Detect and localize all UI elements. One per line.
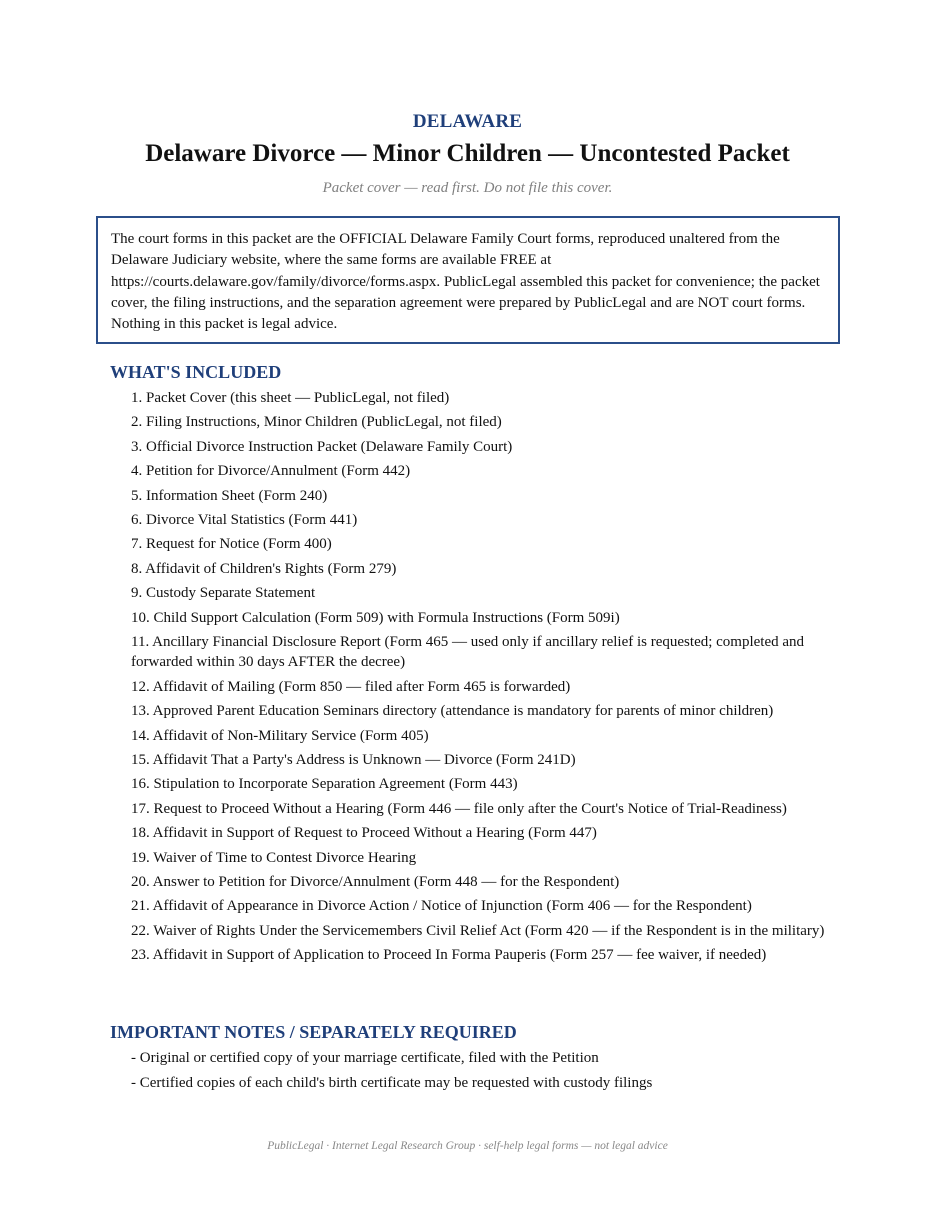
included-item: 17. Request to Proceed Without a Hearing (Form 446 — file only after the Court's Notice of Trial-Readiness): [131, 800, 787, 817]
included-item: 4. Petition for Divorce/Annulment (Form 442): [131, 463, 411, 480]
included-item: 5. Information Sheet (Form 240): [131, 487, 328, 504]
included-item: 20. Answer to Petition for Divorce/Annulment (Form 448 — for the Respondent): [131, 873, 620, 890]
included-items-list: [131, 388, 831, 969]
official-forms-notice: The court forms in this packet are the OFFICIAL Delaware Family Court forms, reproduced unaltered from the Delaware Judiciary website, where the same forms are available FREE at https://courts.delaware.gov/family/divorce/forms.aspx. PublicLegal assembled this packet for convenience; the packet cover, the filing instructions, and the separation agreement were prepared by PublicLegal and are NOT court forms. Nothing in this packet is legal advice.: [96, 216, 840, 344]
page-footer: PublicLegal · Internet Legal Research Group · self-help legal forms — not legal advice: [267, 1140, 668, 1152]
included-item: 14. Affidavit of Non-Military Service (Form 405): [131, 727, 429, 744]
important-notes-list: [131, 1048, 831, 1097]
note-item: - Original or certified copy of your marriage certificate, filed with the Petition: [131, 1050, 599, 1066]
included-item: 2. Filing Instructions, Minor Children (PublicLegal, not filed): [131, 414, 502, 431]
included-item: 19. Waiver of Time to Contest Divorce Hearing: [131, 849, 417, 866]
included-item: 21. Affidavit of Appearance in Divorce Action / Notice of Injunction (Form 406 — for the Respondent): [131, 898, 752, 915]
page-subtitle: Packet cover — read first. Do not file this cover.: [322, 180, 613, 196]
included-item: 23. Affidavit in Support of Application to Proceed In Forma Pauperis (Form 257 — fee waiver, if needed): [131, 947, 767, 964]
included-item: 13. Approved Parent Education Seminars directory (attendance is mandatory for parents of minor children): [131, 703, 774, 720]
included-item: 1. Packet Cover (this sheet — PublicLegal, not filed): [131, 390, 450, 406]
included-item: 8. Affidavit of Children's Rights (Form 279): [131, 560, 397, 577]
included-item: 6. Divorce Vital Statistics (Form 441): [131, 511, 358, 528]
included-item: 15. Affidavit That a Party's Address is Unknown — Divorce (Form 241D): [131, 751, 576, 768]
included-item: 16. Stipulation to Incorporate Separation Agreement (Form 443): [131, 776, 518, 793]
state-heading: DELAWARE: [412, 111, 523, 132]
included-item: 18. Affidavit in Support of Request to Proceed Without a Hearing (Form 447): [131, 825, 597, 842]
included-item: 12. Affidavit of Mailing (Form 850 — filed after Form 465 is forwarded): [131, 678, 571, 695]
important-notes-heading: IMPORTANT NOTES / SEPARATELY REQUIRED: [110, 1022, 517, 1042]
included-item: 10. Child Support Calculation (Form 509) with Formula Instructions (Form 509i): [131, 609, 620, 626]
included-item: 9. Custody Separate Statement: [131, 585, 316, 602]
whats-included-heading: WHAT'S INCLUDED: [110, 362, 282, 382]
included-item: 11. Ancillary Financial Disclosure Report (Form 465 — used only if ancillary relief is requested; completed and forwarded within 30 days AFTER the decree): [131, 633, 805, 671]
included-item: 7. Request for Notice (Form 400): [131, 536, 332, 553]
included-item: 3. Official Divorce Instruction Packet (Delaware Family Court): [131, 438, 513, 455]
included-item: 22. Waiver of Rights Under the Servicemembers Civil Relief Act (Form 420 — if the Respondent is in the military): [131, 922, 825, 939]
page-title: Delaware Divorce — Minor Children — Uncontested Packet: [145, 140, 790, 167]
note-item: - Certified copies of each child's birth certificate may be requested with custody filings: [131, 1074, 653, 1091]
